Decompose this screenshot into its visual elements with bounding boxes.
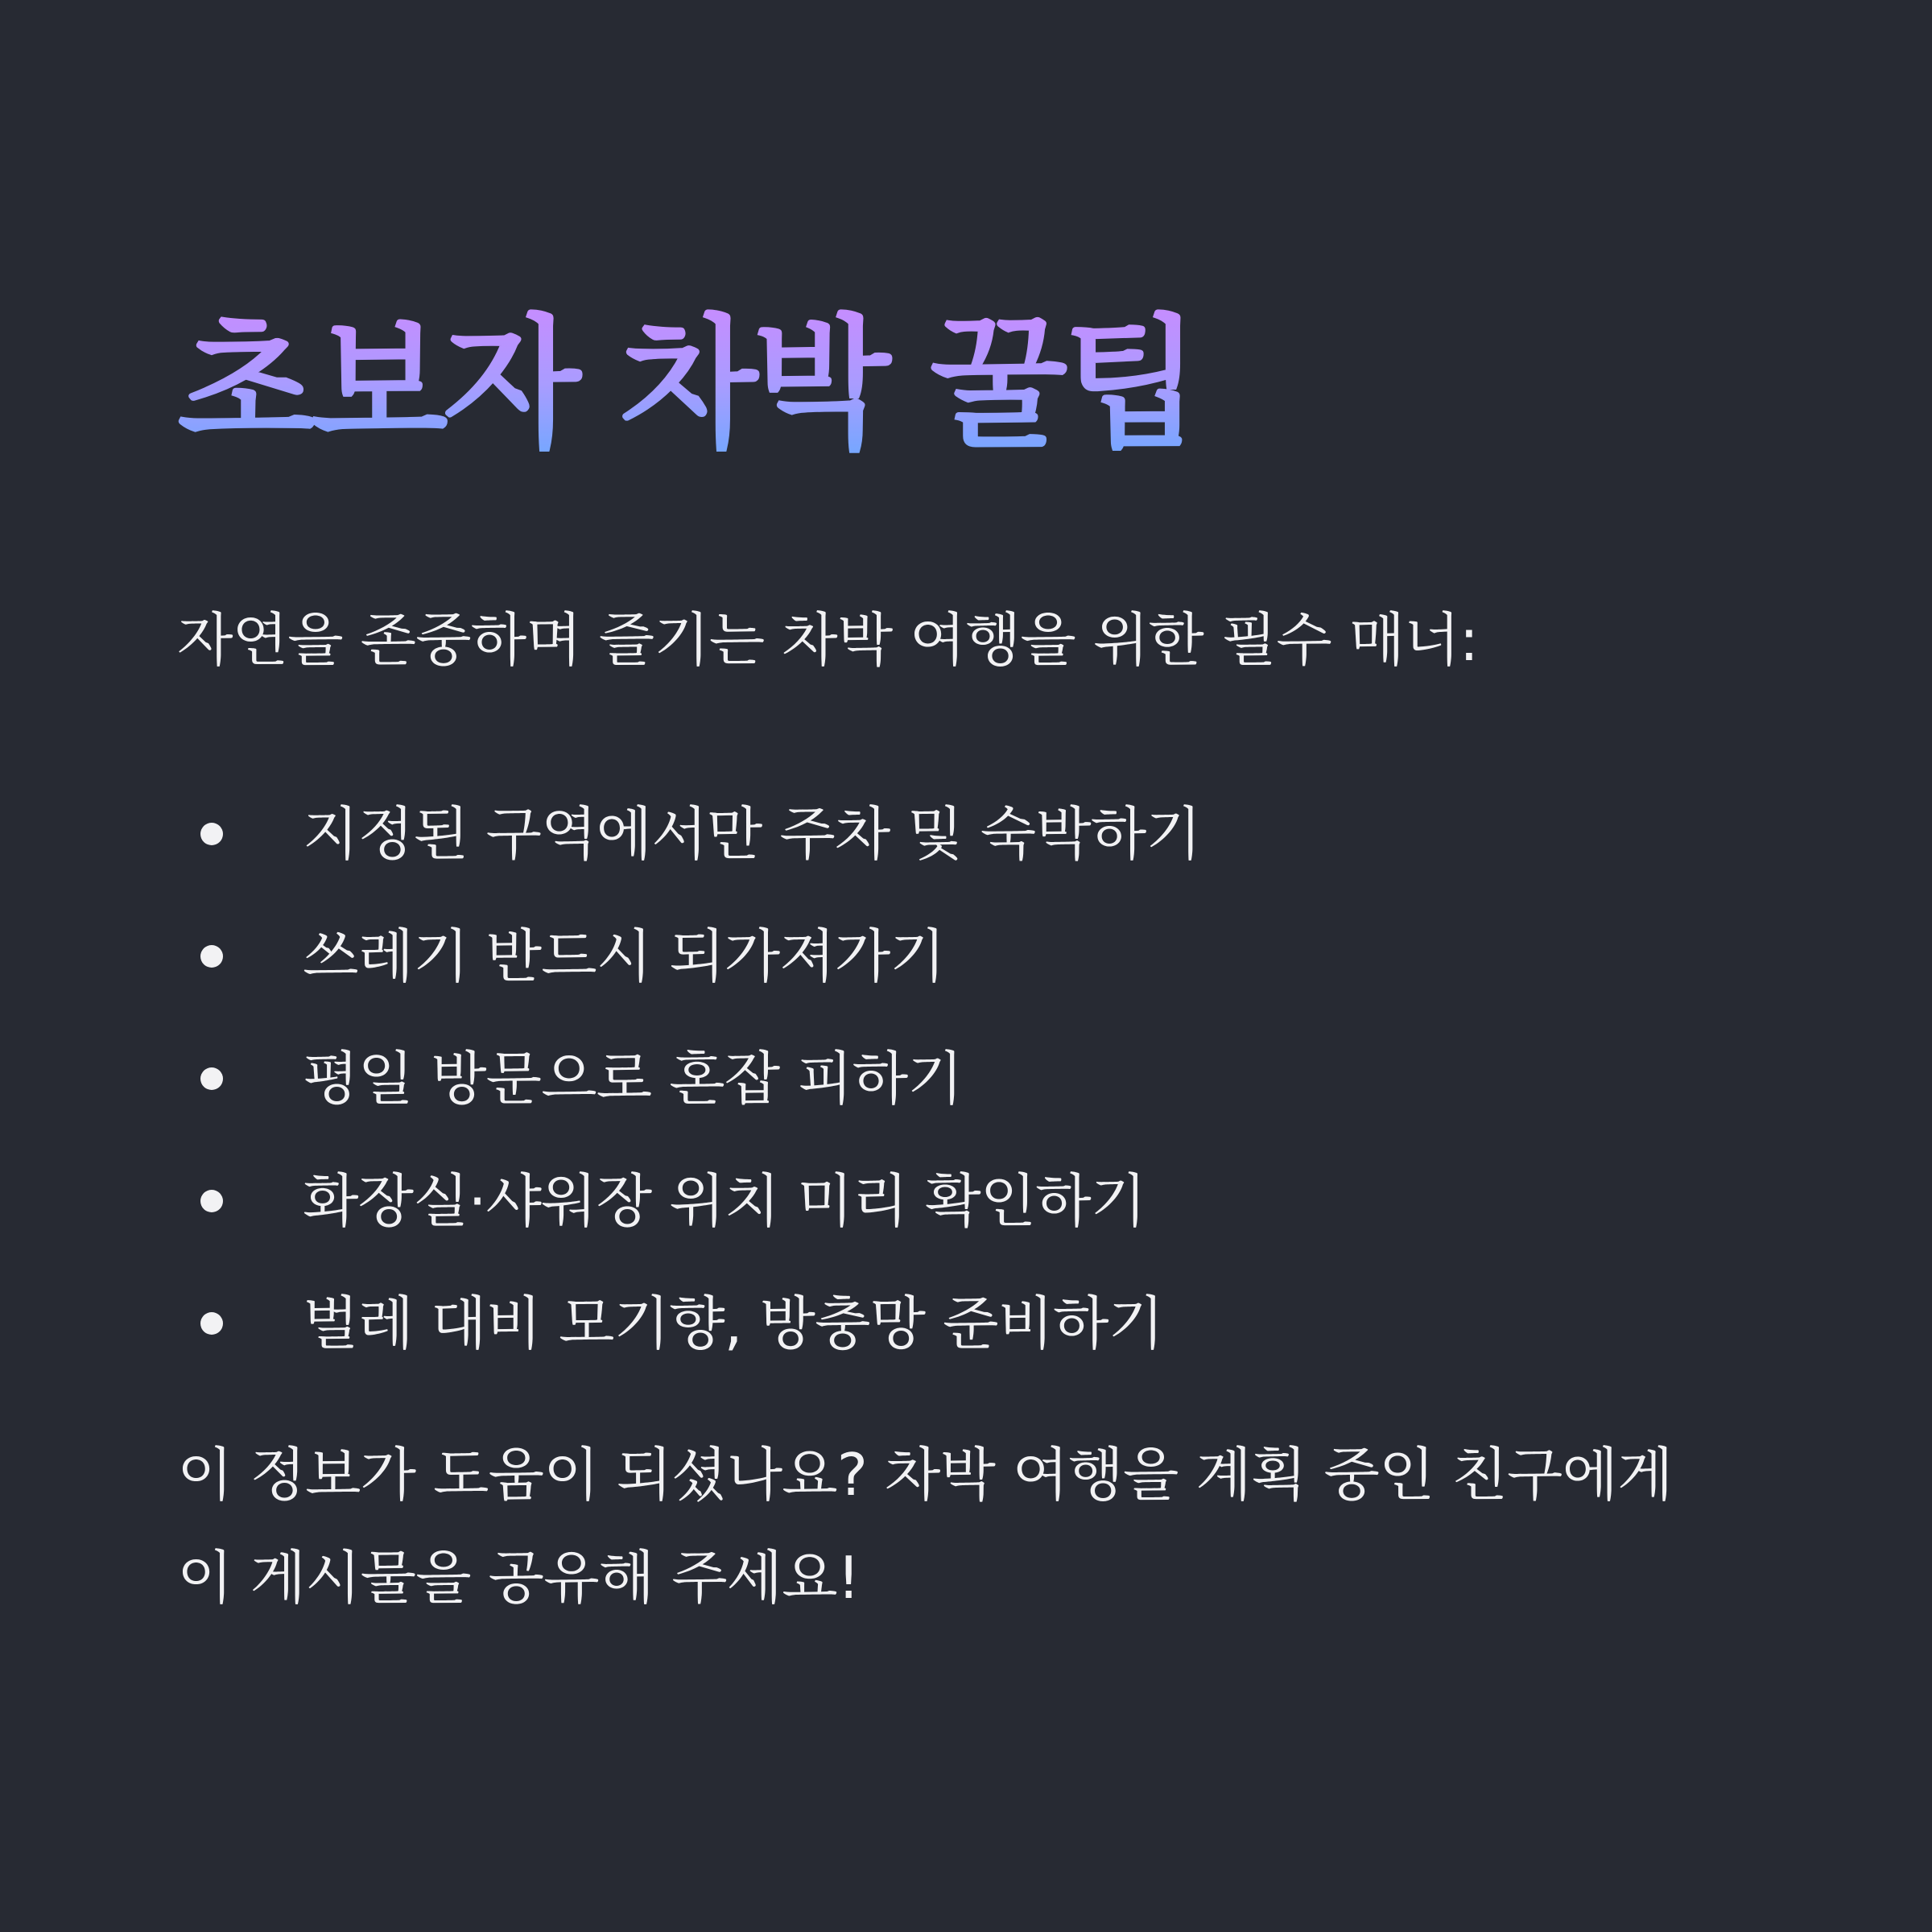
tips-list [177, 773, 1707, 1385]
tip-text: 쓰레기 반드시 되가져가기 [303, 922, 945, 990]
tip-item [177, 1018, 1707, 1140]
intro-text: 자연을 존중하며 즐기는 차박 여행을 위한 필수 매너: [177, 606, 1479, 674]
tip-text: 평일 방문으로 혼잡 피하기 [303, 1044, 963, 1113]
tip-item [177, 1140, 1707, 1262]
bullet-icon [200, 823, 223, 845]
tip-text: 화장실·샤워장 위치 미리 확인하기 [303, 1166, 1146, 1235]
share-message-line-2: 이 게시물을 공유해 주세요! [177, 1544, 860, 1612]
bullet-icon [200, 1067, 223, 1090]
tip-item [177, 1262, 1707, 1385]
share-message [177, 1423, 1787, 1629]
share-message-line-1: 이 정보가 도움이 되셨나요? 차박 여행을 계획 중인 친구에게 [177, 1441, 1673, 1509]
bullet-icon [200, 1312, 223, 1335]
tip-item [177, 773, 1707, 895]
tip-text: 지정된 구역에서만 주차 및 숙박하기 [303, 799, 1201, 868]
bullet-icon [200, 945, 223, 968]
bullet-icon [200, 1190, 223, 1212]
tip-item [177, 895, 1707, 1018]
page-title: 초보자 차박 꿀팁 [177, 301, 1195, 468]
tip-text: 벌레 대비 모기향, 방충망 준비하기 [303, 1289, 1164, 1357]
